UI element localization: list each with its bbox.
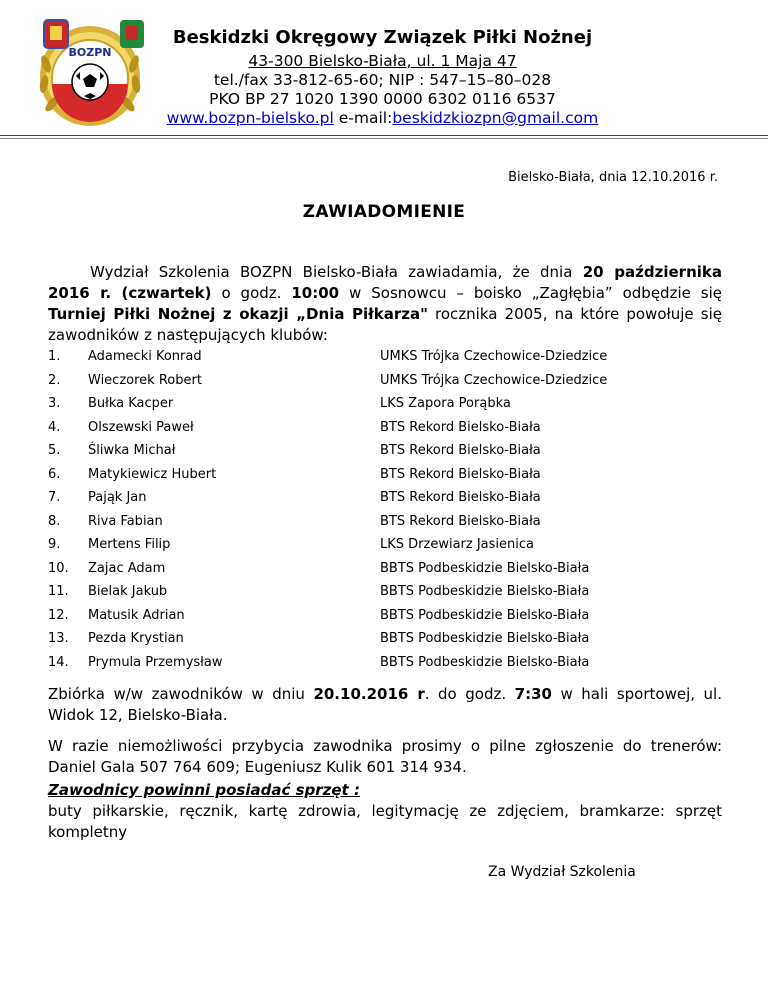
contact-paragraph: W razie niemożliwości przybycia zawodnika prosimy o pilne zgłoszenie do trenerów: Daniel Gala 507 764 609; Eugeniusz Kulik 601 314 934. — [48, 737, 722, 776]
player-row: 8. Riva Fabian BTS Rekord Bielsko-Biała — [48, 513, 541, 529]
bank-account: PKO BP 27 1020 1390 0000 6302 0116 6537 — [209, 90, 556, 108]
intro-paragraph: Wydział Szkolenia BOZPN Bielsko-Biała zawiadamia, że dnia 20 października 2016 r. (czwartek) o godz. 10:00 w Sosnowcu – boisko „Zagłębia” odbędzie się Turniej Piłki Nożnej z okazji „Dnia Piłkarza" rocznika 2005, na które powołuje się zawodników z następujących klubów: — [48, 263, 722, 344]
player-row: 7. Pająk Jan BTS Rekord Bielsko-Biała — [48, 490, 541, 506]
player-row: 4. Olszewski Paweł BTS Rekord Bielsko-Biała — [48, 419, 541, 435]
equipment-section — [48, 780, 722, 843]
organization-name: Beskidzki Okręgowy Związek Piłki Nożnej — [172, 27, 593, 48]
document-title: ZAWIADOMIENIE — [302, 202, 466, 222]
contact-links — [150, 109, 615, 128]
bozpn-emblem-icon — [32, 14, 148, 130]
player-row: 14. Prymula Przemysław BBTS Podbeskidzie Bielsko-Biała — [48, 654, 590, 670]
phone-fax-nip: tel./fax 33-812-65-60; NIP : 547–15–80–028 — [213, 71, 552, 89]
equipment-heading: Zawodnicy powinni posiadać sprzęt : — [48, 781, 360, 799]
player-row: 12. Matusik Adrian BBTS Podbeskidzie Bielsko-Biała — [48, 607, 590, 623]
equipment-text: buty piłkarskie, ręcznik, kartę zdrowia, legitymację ze zdjęciem, bramkarze: sprzęt kompletny — [48, 802, 722, 841]
website-link[interactable]: www.bozpn-bielsko.pl — [166, 109, 334, 127]
player-row: 13. Pezda Krystian BBTS Podbeskidzie Bielsko-Biała — [48, 631, 590, 647]
svg-text:BOZPN: BOZPN — [68, 46, 112, 59]
player-row: 1. Adamecki Konrad UMKS Trójka Czechowice-Dziedzice — [48, 349, 608, 365]
email-label: e-mail: — [333, 109, 393, 127]
document-date: Bielsko-Biała, dnia 12.10.2016 r. — [508, 170, 718, 185]
address: 43-300 Bielsko-Biała, ul. 1 Maja 47 — [248, 52, 517, 70]
header-divider — [0, 135, 768, 136]
email-link[interactable]: beskidzkiozpn@gmail.com — [392, 109, 599, 127]
letterhead — [150, 26, 615, 128]
player-row: 10. Zajac Adam BBTS Podbeskidzie Bielsko-Biała — [48, 560, 590, 576]
player-row: 9. Mertens Filip LKS Drzewiarz Jasienica — [48, 537, 534, 553]
signature: Za Wydział Szkolenia — [488, 864, 636, 880]
gathering-paragraph: Zbiórka w/w zawodników w dniu 20.10.2016 r. do godz. 7:30 w hali sportowej, ul. Widok 12, Bielsko-Biała. — [48, 685, 722, 724]
players-list — [48, 345, 728, 674]
player-row: 5. Śliwka Michał BTS Rekord Bielsko-Biała — [48, 443, 541, 459]
player-row: 2. Wieczorek Robert UMKS Trójka Czechowice-Dziedzice — [48, 372, 608, 388]
player-row: 3. Bułka Kacper LKS Zapora Porąbka — [48, 396, 511, 412]
player-row: 6. Matykiewicz Hubert BTS Rekord Bielsko-Biała — [48, 466, 541, 482]
player-row: 11. Bielak Jakub BBTS Podbeskidzie Bielsko-Biała — [48, 584, 590, 600]
header-divider-thin — [0, 138, 768, 139]
